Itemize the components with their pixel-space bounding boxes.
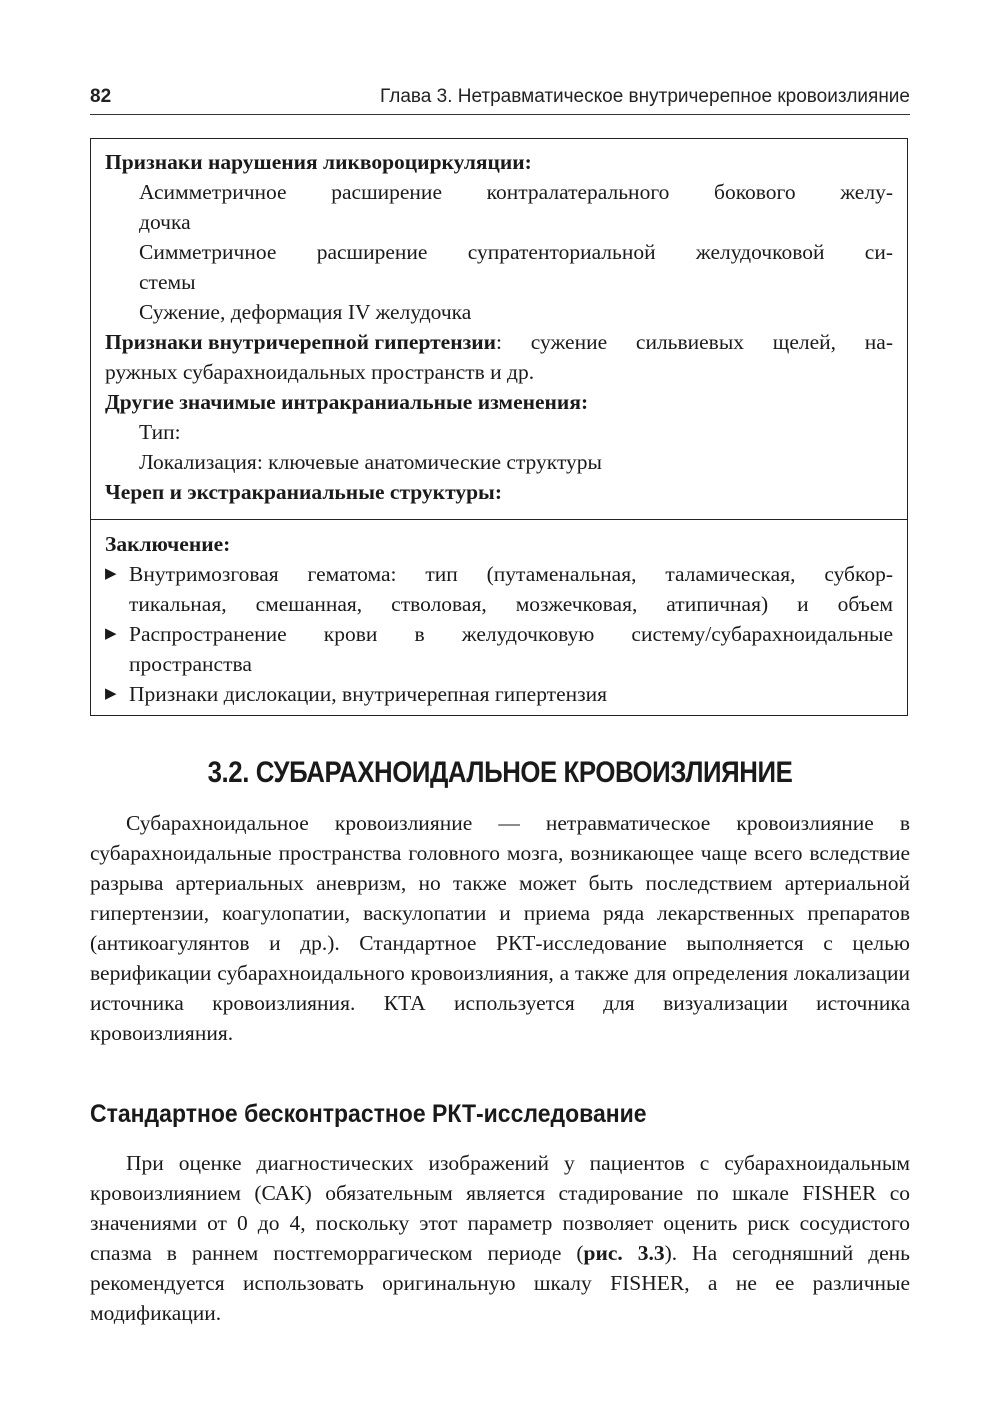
box-divider xyxy=(91,519,907,520)
running-head xyxy=(90,84,910,116)
skull-heading: Череп и экстракраниальные структуры: xyxy=(105,480,503,504)
icp-heading: Признаки внутричерепной гипертензии xyxy=(105,330,497,354)
header-rule xyxy=(90,114,910,115)
subsection-paragraph xyxy=(90,1148,910,1328)
other-type: Тип: xyxy=(139,420,181,444)
icp-text-line-1: : сужение сильвиевых щелей, на- xyxy=(496,330,893,354)
conclusion-heading: Заключение: xyxy=(105,532,231,556)
chapter-title: Глава 3. Нетравматическое внутричерепное кровоизлияние xyxy=(380,86,910,107)
icp-line-1 xyxy=(105,327,893,357)
bullet-2-marker: ▶ xyxy=(105,626,117,642)
conclusion-bullet-3: Признаки дислокации, внутричерепная гипертензия xyxy=(129,682,608,706)
subsection-paragraph-part-1: При оценке диагностических изображений у пациентов с субарахноидальным кровоизлиянием (САК) обязательным является стадирование по шкале FISHER со значениями от 0 до 4, поскольку этот параметр позволяет оценить риск сосудистого спазма в раннем постгеморрагическом периоде ( xyxy=(90,1151,910,1265)
bullet-3-marker: ▶ xyxy=(105,686,117,702)
csf-item-1-line-2: дочка xyxy=(139,210,191,234)
csf-item-2-line-1: Симметричное расширение супратенториальной желудочковой си- xyxy=(139,240,893,264)
protocol-box xyxy=(90,138,908,716)
section-paragraph: Субарахноидальное кровоизлияние — нетравматическое кровоизлияние в субарахноидальные пространства головного мозга, возникающее чаще всего вследствие разрыва артериальных аневризм, но также может быть последствием артериальной гипертензии, коагулопатии, васкулопатии и приема ряда лекарственных препаратов (антикоагулянтов и др.). Стандартное РКТ-исследование выполняется с целью верификации субарахноидального кровоизлияния, а также для определения локализации источника кровоизлияния. КТА используется для визуализации источника кровоизлияния. xyxy=(90,811,910,1045)
csf-heading: Признаки нарушения ликвороциркуляции: xyxy=(105,150,532,174)
subsection-paragraph-part-2: ). На сегодняшний день рекомендуется использовать оригинальную шкалу FISHER, а не ее различные модификации. xyxy=(90,1241,910,1325)
subsection-title: Стандартное бесконтрастное РКТ-исследование xyxy=(90,1100,647,1128)
other-localization: Локализация: ключевые анатомические структуры xyxy=(139,450,602,474)
page-number: 82 xyxy=(90,86,112,107)
section-title: 3.2. СУБАРАХНОИДАЛЬНОЕ КРОВОИЗЛИЯНИЕ xyxy=(207,756,793,789)
conclusion-bullet-2-line-2: пространства xyxy=(129,652,252,676)
icp-text-line-2: ружных субарахноидальных пространств и др. xyxy=(105,360,535,384)
conclusion-bullet-1-line-1: Внутримозговая гематома: тип (путаменальная, таламическая, субкор- xyxy=(129,562,893,586)
csf-item-1-line-1: Асимметричное расширение контралатерального бокового желу- xyxy=(139,180,893,204)
csf-item-2-line-2: стемы xyxy=(139,270,196,294)
figure-reference[interactable]: рис. 3.3 xyxy=(583,1241,665,1265)
other-heading: Другие значимые интракраниальные изменения: xyxy=(105,390,589,414)
conclusion-bullet-1-line-2: тикальная, смешанная, стволовая, мозжечковая, атипичная) и объем xyxy=(129,592,893,616)
csf-item-3: Сужение, деформация IV желудочка xyxy=(139,300,472,324)
conclusion-bullet-2-line-1: Распространение крови в желудочковую систему/субарахноидальные xyxy=(129,622,893,646)
bullet-1-marker: ▶ xyxy=(105,566,117,582)
